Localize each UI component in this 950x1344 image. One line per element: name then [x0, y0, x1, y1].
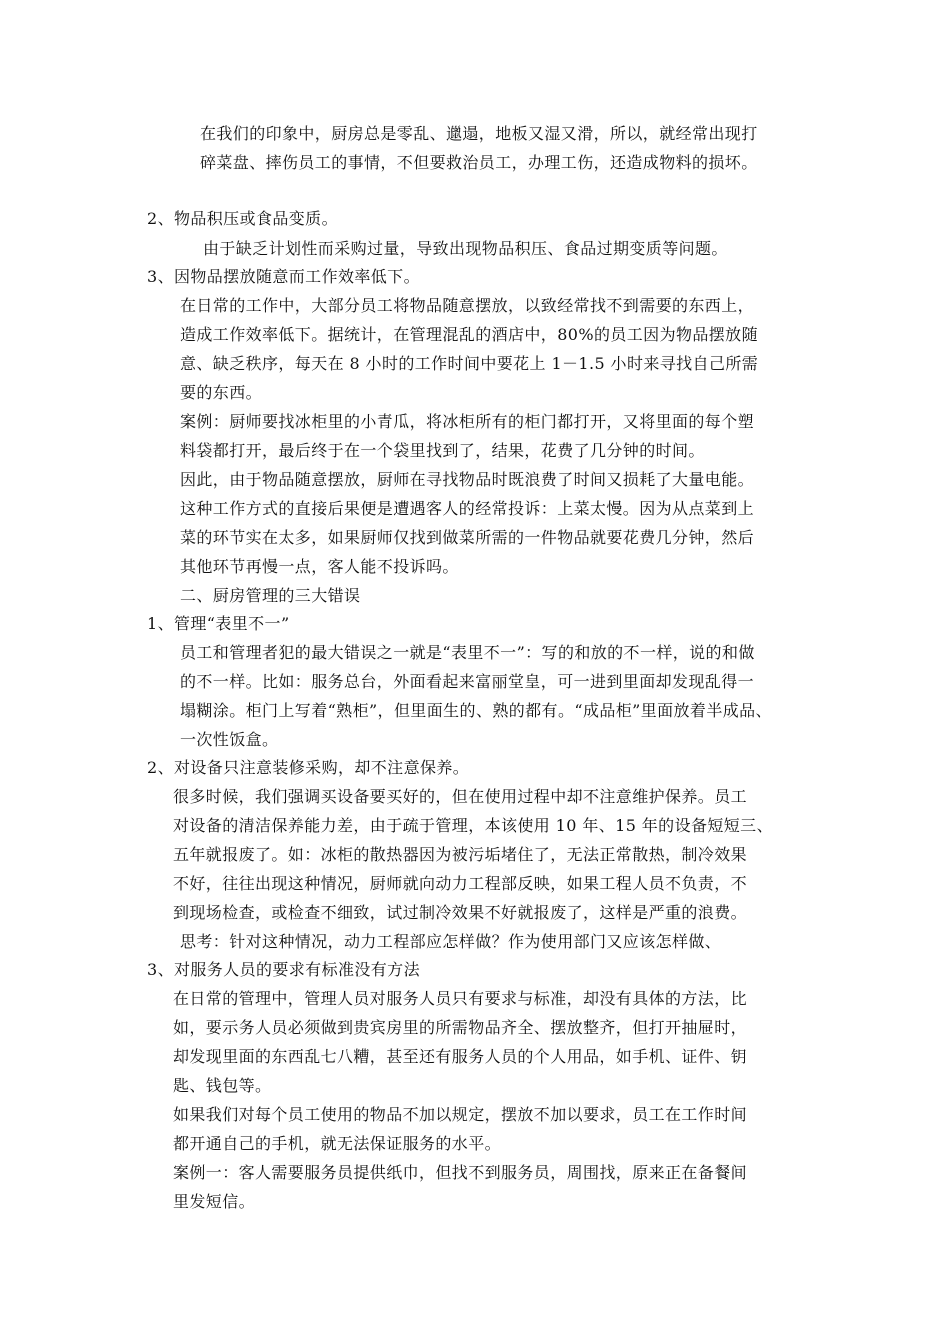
- paragraph-line: 其他环节再慢一点，客人能不投诉吗。: [180, 557, 459, 576]
- paragraph-line: 如果我们对每个员工使用的物品不加以规定，摆放不加以要求，员工在工作时间: [173, 1105, 748, 1124]
- paragraph-line: 到现场检查，或检查不细致，试过制冷效果不好就报废了，这样是严重的浪费。: [173, 903, 748, 922]
- paragraph-line: 员工和管理者犯的最大错误之一就是“表里不一”：写的和放的不一样，说的和做: [180, 643, 755, 662]
- paragraph-line: 由于缺乏计划性而采购过量，导致出现物品积压、食品过期变质等问题。: [203, 239, 728, 258]
- paragraph-line: 如，要示务人员必须做到贵宾房里的所需物品齐全、摆放整齐，但打开抽屉时，: [173, 1018, 748, 1037]
- list-heading: 1、管理“表里不一”: [147, 614, 290, 633]
- paragraph-line: 却发现里面的东西乱七八糟，甚至还有服务人员的个人用品，如手机、证件、钥: [173, 1047, 748, 1066]
- paragraph-line: 一次性饭盒。: [180, 730, 279, 749]
- paragraph-line: 这种工作方式的直接后果便是遭遇客人的经常投诉：上菜太慢。因为从点菜到上: [180, 499, 755, 518]
- paragraph-line: 菜的环节实在太多，如果厨师仅找到做菜所需的一件物品就要花费几分钟，然后: [180, 528, 755, 547]
- paragraph-line: 造成工作效率低下。据统计，在管理混乱的酒店中，80%的员工因为物品摆放随: [180, 325, 758, 344]
- paragraph-line: 意、缺乏秩序，每天在 8 小时的工作时间中要花上 1－1.5 小时来寻找自己所需: [180, 354, 759, 373]
- paragraph-line: 案例：厨师要找冰柜里的小青瓜，将冰柜所有的柜门都打开，又将里面的每个塑: [180, 412, 755, 431]
- paragraph-line: 对设备的清洁保养能力差，由于疏于管理，本该使用 10 年、15 年的设备短短三、: [173, 816, 773, 835]
- paragraph-line: 塌糊涂。柜门上写着“熟柜”，但里面生的、熟的都有。“成品柜”里面放着半成品、: [180, 701, 772, 720]
- paragraph-line: 料袋都打开，最后终于在一个袋里找到了，结果，花费了几分钟的时间。: [180, 441, 705, 460]
- list-heading: 2、对设备只注意装修采购，却不注意保养。: [147, 758, 470, 777]
- paragraph-line: 匙、钱包等。: [173, 1076, 272, 1095]
- paragraph-line: 在我们的印象中，厨房总是零乱、邋遢，地板又湿又滑，所以，就经常出现打: [200, 124, 758, 143]
- paragraph-line: 里发短信。: [173, 1192, 256, 1211]
- paragraph-line: 的不一样。比如：服务总台，外面看起来富丽堂皇，可一进到里面却发现乱得一: [180, 672, 755, 691]
- paragraph-line: 因此，由于物品随意摆放，厨师在寻找物品时既浪费了时间又损耗了大量电能。: [180, 470, 755, 489]
- paragraph-line: 都开通自己的手机，就无法保证服务的水平。: [173, 1134, 502, 1153]
- list-heading: 2、物品积压或食品变质。: [147, 209, 338, 228]
- section-heading: 二、厨房管理的三大错误: [180, 586, 361, 605]
- paragraph-line: 在日常的工作中，大部分员工将物品随意摆放，以致经常找不到需要的东西上，: [180, 296, 755, 315]
- list-heading: 3、因物品摆放随意而工作效率低下。: [147, 267, 420, 286]
- paragraph-line: 很多时候，我们强调买设备要买好的，但在使用过程中却不注意维护保养。员工: [173, 787, 748, 806]
- paragraph-line: 不好，往往出现这种情况，厨师就向动力工程部反映，如果工程人员不负责，不: [173, 874, 748, 893]
- paragraph-line: 五年就报废了。如：冰柜的散热器因为被污垢堵住了，无法正常散热，制冷效果: [173, 845, 748, 864]
- paragraph-line: 案例一：客人需要服务员提供纸巾，但找不到服务员，周围找，原来正在备餐间: [173, 1163, 748, 1182]
- paragraph-line: 碎菜盘、摔伤员工的事情，不但要救治员工，办理工伤，还造成物料的损坏。: [200, 153, 758, 172]
- list-heading: 3、对服务人员的要求有标准没有方法: [147, 960, 420, 979]
- paragraph-line: 要的东西。: [180, 383, 263, 402]
- paragraph-line: 在日常的管理中，管理人员对服务人员只有要求与标准，却没有具体的方法，比: [173, 989, 748, 1008]
- paragraph-line: 思考：针对这种情况，动力工程部应怎样做？作为使用部门又应该怎样做、: [180, 932, 722, 951]
